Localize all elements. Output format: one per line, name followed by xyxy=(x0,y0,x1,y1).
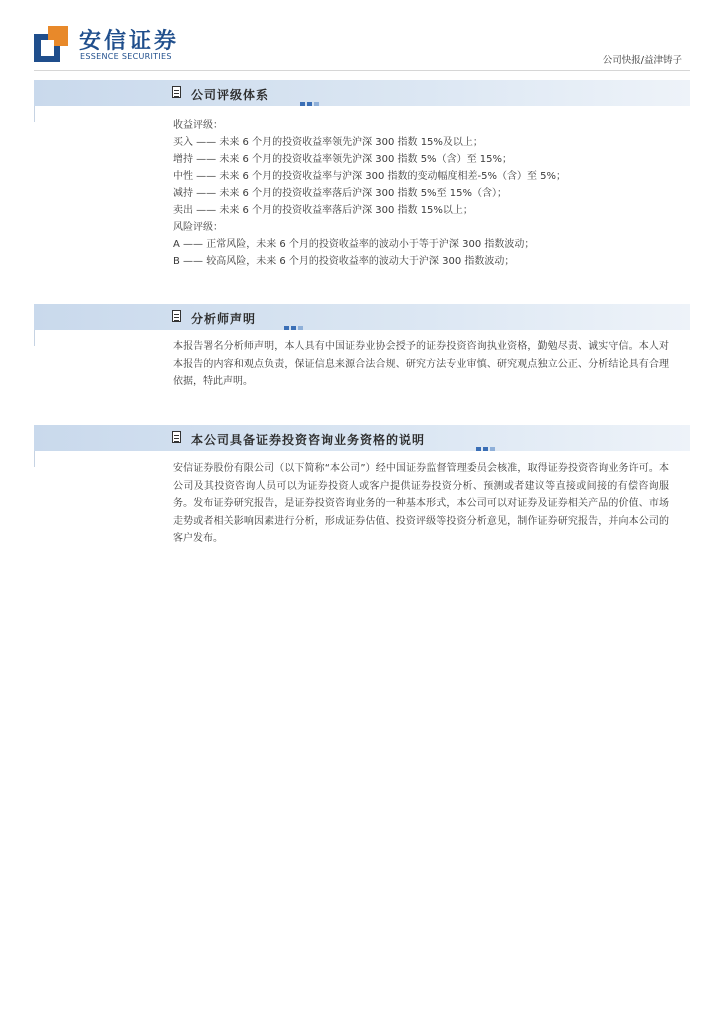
section-accent-line xyxy=(34,451,35,467)
rating-line: B —— 较高风险，未来 6 个月的投资收益率的波动大于沪深 300 指数波动； xyxy=(173,256,515,267)
logo-chinese-name: 安信证券 xyxy=(79,29,180,54)
rating-line: 增持 —— 未来 6 个月的投资收益率领先沪深 300 指数 5%（含）至 15%； xyxy=(173,154,512,165)
decorative-dots-icon xyxy=(476,436,497,441)
rating-line: A —— 正常风险，未来 6 个月的投资收益率的波动小于等于沪深 300 指数波动； xyxy=(173,239,535,250)
decorative-dots-icon xyxy=(284,315,305,320)
rating-line: 买入 —— 未来 6 个月的投资收益率领先沪深 300 指数 15%及以上； xyxy=(173,137,483,148)
document-icon xyxy=(172,431,181,443)
company-logo xyxy=(34,24,194,64)
document-icon xyxy=(172,86,181,98)
report-type-label: 公司快报/益津铸子 xyxy=(602,55,682,66)
rating-system-list xyxy=(173,117,566,270)
rating-line: 收益评级： xyxy=(173,120,223,131)
qualification-text: 安信证券股份有限公司（以下简称“本公司”）经中国证券监督管理委员会核准，取得证券投资咨询业务许可。本公司及其投资咨询人员可以为证券投资人或客户提供证券投资分析、预测或者建议等直接或间接的有偿咨询服务。发布证券研究报告，是证券投资咨询业务的一种基本形式，本公司可以对证券及证券相关产品的价值、市场走势或者相关影响因素进行分析，形成证券估值、投资评级等投资分析意见，制作证券研究报告，并向本公司的客户发布。 xyxy=(173,463,669,544)
decorative-dots-icon xyxy=(300,91,321,96)
rating-line: 中性 —— 未来 6 个月的投资收益率与沪深 300 指数的变动幅度相差-5%（含）至 5%； xyxy=(173,171,567,182)
section-title: 分析师声明 xyxy=(191,312,257,326)
logo-english-name: ESSENCE SECURITIES xyxy=(80,52,172,61)
section-accent-line xyxy=(34,106,35,122)
section-header-qualification xyxy=(34,425,690,451)
document-icon xyxy=(172,310,181,322)
section-accent-line xyxy=(34,330,35,346)
analyst-statement-text: 本报告署名分析师声明，本人具有中国证券业协会授予的证券投资咨询执业资格，勤勉尽责、诚实守信。本人对本报告的内容和观点负责，保证信息来源合法合规、研究方法专业审慎、研究观点独立公正、分析结论具有合理依据，特此声明。 xyxy=(173,341,669,387)
header-divider xyxy=(34,70,690,71)
rating-line: 风险评级： xyxy=(173,222,223,233)
section-header-analyst-statement xyxy=(34,304,690,330)
section-header-rating-system xyxy=(34,80,690,106)
rating-line: 卖出 —— 未来 6 个月的投资收益率落后沪深 300 指数 15%以上； xyxy=(173,205,473,216)
section-title: 公司评级体系 xyxy=(191,88,270,102)
section-title: 本公司具备证券投资咨询业务资格的说明 xyxy=(191,433,426,447)
rating-line: 减持 —— 未来 6 个月的投资收益率落后沪深 300 指数 5%至 15%（含）； xyxy=(173,188,507,199)
essence-logo-icon xyxy=(34,26,68,62)
